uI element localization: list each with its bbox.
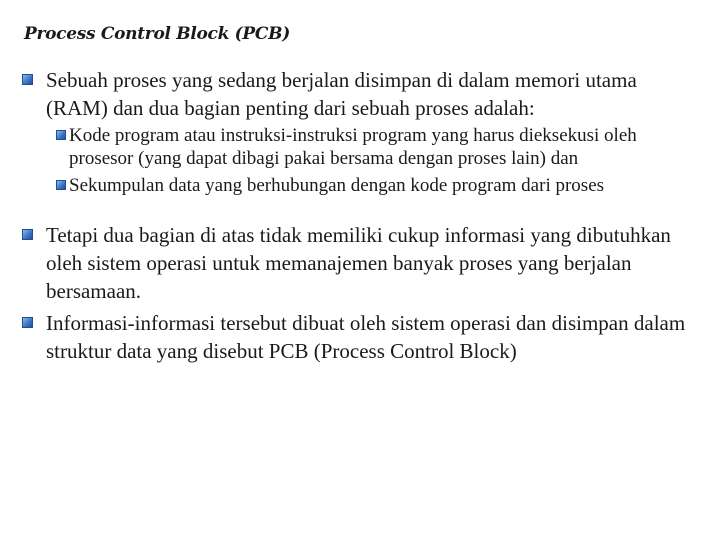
checkbox-square-icon [22,229,33,240]
sub-bullet-item [22,174,702,197]
bullet-item [22,309,702,365]
bullet-text: Informasi-informasi tersebut dibuat oleh sistem operasi dan disimpan dalam struktur data yang disebut PCB (Process Control Block) [46,311,686,363]
sub-bullet-text: Kode program atau instruksi-instruksi program yang harus dieksekusi oleh prosesor (yang dapat dibagi pakai bersama dengan proses lain) dan [69,125,637,169]
checkbox-square-icon [56,130,66,140]
bullet-item [22,66,702,122]
checkbox-square-icon [22,74,33,85]
sub-bullet-item [22,124,702,170]
sub-bullet-text: Sekumpulan data yang berhubungan dengan kode program dari proses [69,175,605,196]
bullet-text: Tetapi dua bagian di atas tidak memiliki cukup informasi yang dibutuhkan oleh sistem operasi untuk memanajemen banyak proses yang berjalan bersamaan. [46,223,671,303]
bullet-text: Sebuah proses yang sedang berjalan disimpan di dalam memori utama (RAM) dan dua bagian penting dari sebuah proses adalah: [46,68,637,120]
checkbox-square-icon [56,180,66,190]
checkbox-square-icon [22,317,33,328]
bullet-item [22,221,702,305]
bullet-list [22,66,702,365]
slide-title: Process Control Block (PCB) [24,24,290,44]
